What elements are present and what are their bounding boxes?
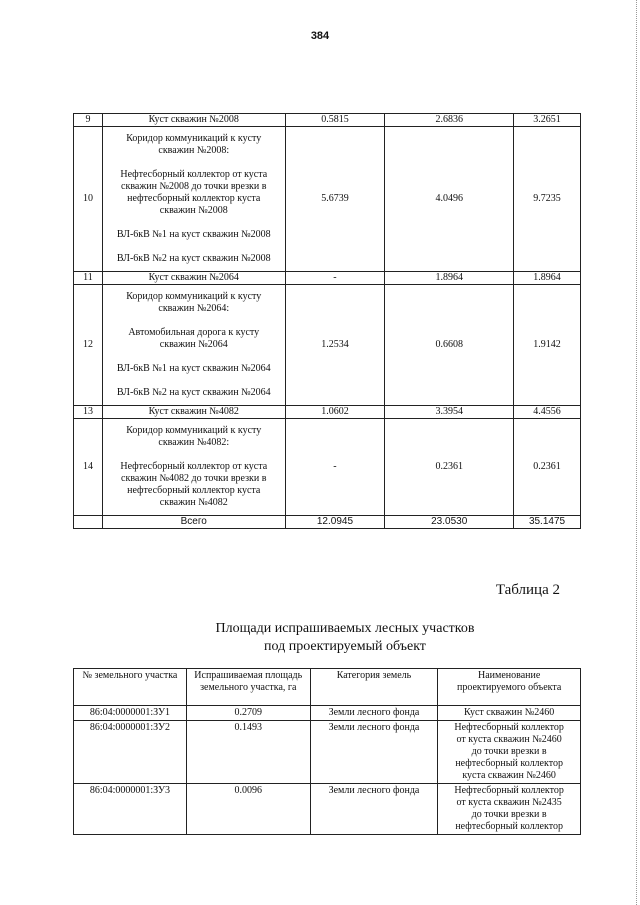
spacer [106,241,282,253]
total-label: Всего [102,516,285,529]
object-name [438,721,581,784]
header-line: Наименование [477,670,541,681]
table-forest-plots [73,668,581,835]
table-row [74,406,581,419]
plot-area: 0.2709 [186,706,310,721]
land-category: Земли лесного фонда [310,784,438,835]
row-number: 10 [74,127,103,272]
empty-cell [74,516,103,529]
value-cell: 3.2651 [514,114,581,127]
description-line: скважин №2064: [158,303,230,314]
description-line: скважин №2064 [159,339,228,350]
value-cell: 3.3954 [385,406,514,419]
value-cell: 0.2361 [385,419,514,516]
description-line: Автомобильная дорога к кусту [128,327,260,338]
object-line: от куста скважин №2435 [456,797,562,808]
header-line: № земельного участка [82,670,178,681]
description-line: скважин №2008: [158,145,230,156]
spacer [106,351,282,363]
description-line: нефтесборный коллектор куста [127,193,261,204]
plot-area: 0.0096 [186,784,310,835]
row-description [102,406,285,419]
row-description [102,272,285,285]
description-line: скважин №2008 до точки врезки в [121,181,267,192]
value-cell: 1.0602 [285,406,385,419]
row-description [102,114,285,127]
object-line: до точки врезки в [471,809,547,820]
plot-area: 0.1493 [186,721,310,784]
description-line: Коридор коммуникаций к кусту [126,291,262,302]
description-line: Нефтесборный коллектор от куста [120,169,268,180]
plot-id: 86:04:0000001:ЗУ3 [74,784,187,835]
value-cell: 0.2361 [514,419,581,516]
description-line: ВЛ-6кВ №2 на куст скважин №2064 [116,387,271,398]
object-line: нефтесборный коллектор [455,758,563,769]
total-row [74,516,581,529]
row-description [102,285,285,406]
table-row [74,285,581,406]
description-line: скважин №2008 [159,205,228,216]
value-cell: 1.9142 [514,285,581,406]
description-line: нефтесборный коллектор куста [127,485,261,496]
row-description [102,419,285,516]
description-line: ВЛ-6кВ №2 на куст скважин №2008 [116,253,271,264]
object-line: Нефтесборный коллектор [454,722,564,733]
header-line: Категория земель [336,670,412,681]
value-cell: 0.6608 [385,285,514,406]
value-cell: - [285,272,385,285]
description-line: ВЛ-6кВ №1 на куст скважин №2064 [116,363,271,374]
value-cell: 4.0496 [385,127,514,272]
description-line: скважин №4082 [159,497,228,508]
description-line: скважин №4082: [158,437,230,448]
table-row [74,706,581,721]
description-line: Нефтесборный коллектор от куста [120,461,268,472]
description-line: Куст скважин №2064 [148,272,239,283]
row-description [102,127,285,272]
object-line: Куст скважин №2460 [464,707,555,718]
object-name [438,784,581,835]
object-name [438,706,581,721]
description-line: скважин №4082 до точки врезки в [121,473,267,484]
object-line: нефтесборный коллектор [455,821,563,832]
table-2-title-line: Площади испрашиваемых лесных участков [215,621,475,636]
row-number: 12 [74,285,103,406]
object-line: до точки врезки в [471,746,547,757]
spacer [106,315,282,327]
header-line: Испрашиваемая площадь [194,670,303,681]
total-value: 23.0530 [385,516,514,529]
spacer [106,375,282,387]
table-land-areas [73,113,581,529]
value-cell: 2.6836 [385,114,514,127]
table-2-title-line: под проектируемый объект [264,638,426,654]
header-cell [74,669,187,706]
value-cell: 1.8964 [514,272,581,285]
description-line: Куст скважин №2008 [148,114,239,125]
table-row [74,127,581,272]
description-line: Куст скважин №4082 [148,406,239,417]
value-cell: 4.4556 [514,406,581,419]
header-cell [310,669,438,706]
object-line: куста скважин №2460 [462,770,556,781]
row-number: 11 [74,272,103,285]
description-line: Коридор коммуникаций к кусту [126,425,262,436]
object-line: Нефтесборный коллектор [454,785,564,796]
spacer [106,217,282,229]
plot-id: 86:04:0000001:ЗУ1 [74,706,187,721]
header-line: земельного участка, га [200,682,297,693]
spacer [106,449,282,461]
total-value: 12.0945 [285,516,385,529]
object-line: от куста скважин №2460 [456,734,562,745]
value-cell: - [285,419,385,516]
row-number: 14 [74,419,103,516]
header-cell [186,669,310,706]
table-2-label: Таблица 2 [495,582,560,598]
description-line: ВЛ-6кВ №1 на куст скважин №2008 [116,229,271,240]
land-category: Земли лесного фонда [310,721,438,784]
total-value: 35.1475 [514,516,581,529]
header-row [74,669,581,706]
page-number: 384 [310,30,330,42]
table-row [74,721,581,784]
plot-id: 86:04:0000001:ЗУ2 [74,721,187,784]
table-2-title [0,620,640,655]
table-row [74,114,581,127]
value-cell: 0.5815 [285,114,385,127]
value-cell: 5.6739 [285,127,385,272]
table-row [74,419,581,516]
row-number: 13 [74,406,103,419]
table-row [74,272,581,285]
value-cell: 9.7235 [514,127,581,272]
table-row [74,784,581,835]
scan-edge [635,0,637,905]
value-cell: 1.2534 [285,285,385,406]
spacer [106,157,282,169]
land-category: Земли лесного фонда [310,706,438,721]
header-cell [438,669,581,706]
header-line: проектируемого объекта [456,682,562,693]
description-line: Коридор коммуникаций к кусту [126,133,262,144]
value-cell: 1.8964 [385,272,514,285]
row-number: 9 [74,114,103,127]
